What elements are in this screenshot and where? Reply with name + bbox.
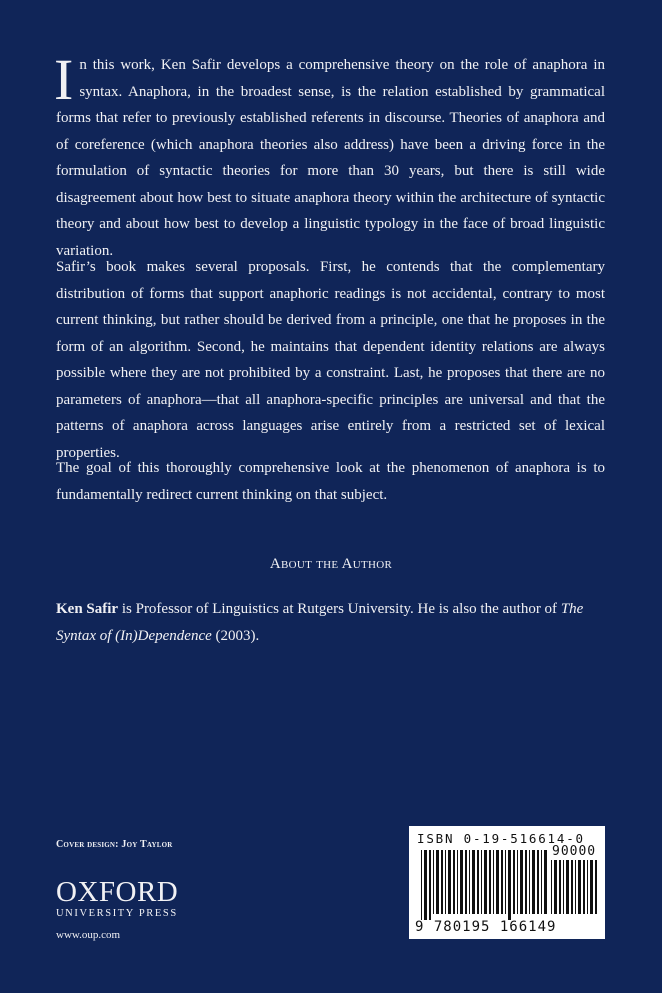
barcode-bar bbox=[532, 850, 535, 914]
barcode-bar bbox=[520, 850, 523, 914]
barcode-bar bbox=[493, 850, 494, 914]
barcode-bar bbox=[469, 850, 470, 914]
barcode-bar bbox=[460, 850, 463, 914]
barcode-bar bbox=[436, 850, 439, 914]
barcode-bar bbox=[583, 860, 585, 914]
publisher-logo bbox=[56, 878, 186, 919]
barcode-bar bbox=[445, 850, 446, 914]
barcode-bar bbox=[551, 860, 552, 914]
barcode-bar bbox=[513, 850, 515, 914]
barcode-bar bbox=[529, 850, 530, 914]
ean-digits: 9 780195 166149 bbox=[415, 919, 557, 935]
barcode-bar bbox=[441, 850, 443, 914]
barcode-bar bbox=[424, 850, 427, 920]
barcode-bar bbox=[566, 860, 569, 914]
barcode-bar bbox=[554, 860, 557, 914]
barcode-bar bbox=[537, 850, 539, 914]
paragraph-1-text: n this work, Ken Safir develops a comprehensive theory on the role of anaphora in syntax. Anaphora, in the broadest sense, is the relation established by grammatical forms that refer to previously established referents in discourse. Theories of anaphora and of coreference (which anaphora theories also address) have been a driving force in the formulation of syntactic theories for more than 30 years, but there is still wide disagreement about how best to situate anaphora theory within the architecture of syntactic theory and about how best to develop a linguistic typology in the face of broad linguistic variation. bbox=[56, 57, 605, 259]
bio-text: is Professor of Linguistics at Rutgers University. He is also the author of bbox=[118, 601, 561, 617]
about-author-heading: About the Author bbox=[269, 556, 393, 572]
supplement-barcode-bars bbox=[551, 860, 599, 920]
barcode-bar bbox=[489, 850, 491, 914]
book-title: The Syntax of (In)Dependence bbox=[56, 601, 584, 644]
author-name: Ken Safir bbox=[56, 601, 119, 617]
description-paragraph-2: Safir’s book makes several proposals. First, he contends that the complementary distribution of forms that support anaphoric readings is not accidental, contrary to most current thinking, but rather should be derived from a principle, one that he proposes in the form of an algorithm. Second, he maintains that dependent identity relations are always possible where they are not prohibited by a constraint. Last, he proposes that there are no parameters of anaphora—that all anaphora-specific principles are universal and that the patterns of anaphora across languages arise entirely from a restricted set of lexical properties. bbox=[56, 259, 605, 461]
barcode-bar bbox=[433, 850, 434, 914]
cover-design-credit: Cover design: Joy Taylor bbox=[56, 839, 173, 850]
supplement-digits: 90000 bbox=[552, 844, 597, 859]
barcode-bar bbox=[429, 850, 431, 920]
isbn-text: ISBN 0-19-516614-0 bbox=[417, 831, 585, 846]
barcode-bar bbox=[501, 850, 503, 914]
drop-cap: I bbox=[54, 47, 74, 112]
barcode-bar bbox=[453, 850, 455, 914]
barcode-bar bbox=[448, 850, 451, 914]
barcode-bar bbox=[472, 850, 475, 914]
ean-barcode-bars bbox=[421, 850, 549, 920]
barcode-bar bbox=[481, 850, 482, 914]
barcode-bar bbox=[578, 860, 581, 914]
barcode-bar bbox=[465, 850, 467, 914]
barcode-bar bbox=[508, 850, 511, 920]
barcode-bar bbox=[484, 850, 487, 914]
description-paragraph-3: The goal of this thoroughly comprehensive look at the phenomenon of anaphora is to fundamentally redirect current thinking on that subject. bbox=[56, 460, 605, 503]
isbn-barcode bbox=[409, 826, 605, 939]
publisher-wordmark: OXFORD bbox=[56, 876, 179, 908]
barcode-bar bbox=[571, 860, 573, 914]
author-bio bbox=[56, 596, 605, 649]
barcode-bar bbox=[505, 850, 506, 914]
barcode-bar bbox=[477, 850, 479, 914]
barcode-bar bbox=[587, 860, 588, 914]
barcode-bar bbox=[496, 850, 499, 914]
barcode-bar bbox=[575, 860, 576, 914]
barcode-bar bbox=[559, 860, 561, 914]
barcode-bar bbox=[421, 850, 422, 920]
barcode-bar bbox=[544, 850, 547, 914]
barcode-bar bbox=[590, 860, 593, 914]
barcode-bar bbox=[541, 850, 542, 914]
barcode-bar bbox=[457, 850, 458, 914]
barcode-bar bbox=[595, 860, 597, 914]
barcode-bar bbox=[525, 850, 527, 914]
publisher-website: www.oup.com bbox=[56, 929, 121, 941]
barcode-bar bbox=[563, 860, 564, 914]
barcode-bar bbox=[517, 850, 518, 914]
book-year: (2003). bbox=[211, 627, 260, 644]
publisher-subtitle: UNIVERSITY PRESS bbox=[56, 908, 178, 919]
description-paragraph-1 bbox=[54, 47, 605, 264]
